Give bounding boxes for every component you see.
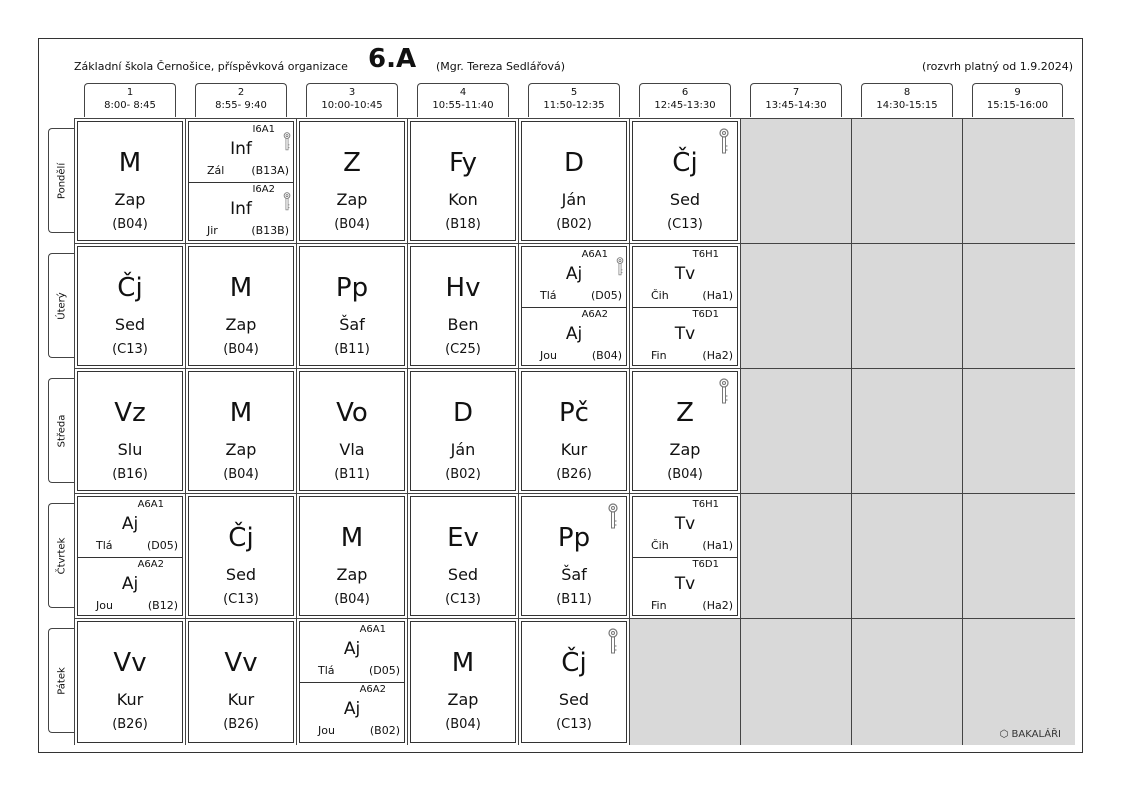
lesson-cell[interactable] xyxy=(408,369,519,494)
lesson-room: (Ha2) xyxy=(702,349,733,362)
lesson-box xyxy=(632,496,738,616)
period-time: 8:55- 9:40 xyxy=(215,100,267,111)
lesson-subject: Aj xyxy=(565,324,583,344)
group-lesson xyxy=(300,682,404,742)
group-code: A6A1 xyxy=(359,624,386,635)
lesson-teacher: Fin xyxy=(651,349,667,362)
group-code: A6A1 xyxy=(581,249,608,260)
lesson-subject: Aj xyxy=(343,639,361,659)
period-number: 5 xyxy=(570,87,578,98)
bakalari-logo xyxy=(1000,729,1061,740)
lesson-subject: Čj xyxy=(228,523,254,553)
lesson-teacher: Sed xyxy=(225,565,257,584)
empty-cell xyxy=(741,244,852,369)
lesson-cell[interactable] xyxy=(75,119,186,244)
lesson-subject: Tv xyxy=(674,264,696,284)
timetable-grid xyxy=(74,118,1074,745)
empty-cell xyxy=(852,369,963,494)
lesson-room: (B16) xyxy=(112,467,148,482)
lesson-teacher: Zap xyxy=(447,690,479,709)
empty-cell xyxy=(630,619,741,745)
period-header xyxy=(750,83,842,117)
lesson-subject: Inf xyxy=(230,199,252,219)
group-lesson xyxy=(189,122,293,183)
lesson-room: (D05) xyxy=(146,539,178,552)
lesson-room: (C13) xyxy=(556,717,592,732)
lesson-box xyxy=(299,371,405,491)
lesson-subject: Aj xyxy=(121,514,139,534)
lesson-cell[interactable] xyxy=(297,494,408,619)
lesson-teacher: Jou xyxy=(318,724,335,737)
empty-cell xyxy=(852,119,963,244)
lesson-cell[interactable] xyxy=(408,619,519,745)
validity-note: (rozvrh platný od 1.9.2024) xyxy=(922,60,1073,73)
lesson-subject: Čj xyxy=(561,648,587,678)
group-lesson xyxy=(78,557,182,617)
lesson-room: (B26) xyxy=(556,467,592,482)
key-icon xyxy=(608,628,618,656)
lesson-subject: Tv xyxy=(674,574,696,594)
period-time: 8:00- 8:45 xyxy=(104,100,156,111)
lesson-room: (B04) xyxy=(112,217,148,232)
lesson-subject: Aj xyxy=(565,264,583,284)
group-lesson xyxy=(522,307,626,367)
lesson-subject: D xyxy=(452,398,474,428)
empty-cell xyxy=(741,369,852,494)
lesson-room: (B11) xyxy=(556,592,592,607)
lesson-room: (C25) xyxy=(445,342,481,357)
day-name: Úterý xyxy=(56,291,68,320)
lesson-teacher: Tlá xyxy=(96,539,113,552)
lesson-room: (Ha1) xyxy=(702,289,733,302)
lesson-room: (B02) xyxy=(369,724,400,737)
lesson-cell[interactable] xyxy=(408,494,519,619)
lesson-teacher: Sed xyxy=(558,690,590,709)
period-header xyxy=(84,83,176,117)
lesson-room: (B26) xyxy=(223,717,259,732)
lesson-subject: M xyxy=(451,648,475,678)
lesson-room: (D05) xyxy=(590,289,622,302)
lesson-room: (B11) xyxy=(334,467,370,482)
period-number: 6 xyxy=(681,87,689,98)
lesson-box xyxy=(410,121,516,241)
lesson-subject: Vo xyxy=(336,398,368,428)
lesson-subject: D xyxy=(563,148,585,178)
lesson-box xyxy=(521,121,627,241)
lesson-subject: Tv xyxy=(674,324,696,344)
lesson-box xyxy=(521,246,627,366)
lesson-room: (C13) xyxy=(112,342,148,357)
lesson-cell[interactable] xyxy=(297,369,408,494)
day-label-tab xyxy=(48,253,75,358)
empty-cell xyxy=(963,119,1075,244)
period-number: 1 xyxy=(126,87,134,98)
lesson-box xyxy=(521,496,627,616)
lesson-cell[interactable] xyxy=(408,244,519,369)
day-name: Pondělí xyxy=(56,162,68,199)
lesson-room: (B04) xyxy=(591,349,622,362)
lesson-box xyxy=(410,621,516,743)
day-label-tab xyxy=(48,378,75,483)
lesson-subject: M xyxy=(340,523,364,553)
lesson-subject: Pp xyxy=(335,273,369,303)
empty-cell xyxy=(852,494,963,619)
empty-cell xyxy=(741,119,852,244)
period-number: 4 xyxy=(459,87,467,98)
lesson-teacher: Ján xyxy=(450,440,476,459)
empty-cell xyxy=(852,244,963,369)
group-code: T6H1 xyxy=(692,249,719,260)
empty-cell xyxy=(963,244,1075,369)
lesson-cell[interactable] xyxy=(519,119,630,244)
period-time: 11:50-12:35 xyxy=(543,100,605,111)
lesson-box xyxy=(299,246,405,366)
empty-cell xyxy=(741,494,852,619)
group-code: A6A2 xyxy=(581,309,608,320)
lesson-teacher: Fin xyxy=(651,599,667,612)
group-code: T6H1 xyxy=(692,499,719,510)
lesson-room: (B04) xyxy=(334,217,370,232)
brand-label: BAKALÁŘI xyxy=(1011,729,1061,740)
lesson-cell[interactable] xyxy=(630,119,741,244)
group-code: I6A1 xyxy=(252,124,275,135)
lesson-box xyxy=(410,246,516,366)
lesson-cell[interactable] xyxy=(75,494,186,619)
empty-cell xyxy=(963,619,1075,745)
lesson-teacher: Zap xyxy=(336,565,368,584)
lesson-box xyxy=(77,121,183,241)
lesson-teacher: Šaf xyxy=(339,315,365,334)
lesson-box xyxy=(299,121,405,241)
lesson-box xyxy=(77,371,183,491)
lesson-cell[interactable] xyxy=(186,494,297,619)
lesson-teacher: Šaf xyxy=(561,565,587,584)
lesson-subject: Pč xyxy=(559,398,589,428)
lesson-subject: Z xyxy=(343,148,361,178)
lesson-cell[interactable] xyxy=(630,369,741,494)
lesson-box xyxy=(632,121,738,241)
key-icon xyxy=(719,128,729,156)
lesson-teacher: Sed xyxy=(669,190,701,209)
lesson-room: (B13B) xyxy=(251,224,289,237)
lesson-teacher: Zap xyxy=(336,190,368,209)
period-header xyxy=(306,83,398,117)
group-lesson xyxy=(189,182,293,242)
period-number: 3 xyxy=(348,87,356,98)
lesson-cell[interactable] xyxy=(75,369,186,494)
period-time: 15:15-16:00 xyxy=(986,100,1049,111)
group-code: A6A2 xyxy=(359,684,386,695)
lesson-box xyxy=(188,496,294,616)
lesson-room: (B04) xyxy=(445,717,481,732)
lesson-subject: M xyxy=(118,148,142,178)
period-header xyxy=(639,83,731,117)
lesson-subject: M xyxy=(229,398,253,428)
day-name: Středa xyxy=(56,414,68,447)
lesson-teacher: Kur xyxy=(116,690,144,709)
period-header xyxy=(972,83,1063,117)
period-time: 14:30-15:15 xyxy=(876,100,938,111)
lesson-room: (B13A) xyxy=(251,164,289,177)
lesson-box xyxy=(521,371,627,491)
lesson-cell[interactable] xyxy=(297,619,408,745)
lesson-room: (B02) xyxy=(556,217,592,232)
period-number: 7 xyxy=(792,87,800,98)
lesson-subject: Z xyxy=(676,398,694,428)
lesson-room: (C13) xyxy=(223,592,259,607)
lesson-cell[interactable] xyxy=(186,119,297,244)
lesson-cell[interactable] xyxy=(186,619,297,745)
day-name: Pátek xyxy=(56,666,68,695)
lesson-subject: Tv xyxy=(674,514,696,534)
lesson-cell[interactable] xyxy=(630,494,741,619)
period-time: 13:45-14:30 xyxy=(765,100,827,111)
lesson-teacher: Ben xyxy=(447,315,479,334)
class-name: 6.A xyxy=(368,44,417,74)
period-number: 9 xyxy=(1014,87,1021,98)
lesson-box xyxy=(632,246,738,366)
lesson-cell[interactable] xyxy=(630,244,741,369)
lesson-cell[interactable] xyxy=(186,369,297,494)
lesson-room: (B02) xyxy=(445,467,481,482)
lesson-box xyxy=(410,371,516,491)
lesson-cell[interactable] xyxy=(519,619,630,745)
period-header xyxy=(417,83,509,117)
lesson-teacher: Jou xyxy=(96,599,113,612)
empty-cell xyxy=(741,619,852,745)
period-time: 10:55-11:40 xyxy=(432,100,494,111)
day-label-tab xyxy=(48,628,75,733)
period-header xyxy=(861,83,953,117)
lesson-subject: Aj xyxy=(343,699,361,719)
group-lesson xyxy=(633,307,737,367)
lesson-teacher: Zap xyxy=(669,440,701,459)
period-header xyxy=(528,83,620,117)
group-code: A6A1 xyxy=(137,499,164,510)
lesson-subject: Vv xyxy=(113,648,147,678)
key-icon xyxy=(719,378,729,406)
lesson-room: (Ha2) xyxy=(702,599,733,612)
lesson-room: (B18) xyxy=(445,217,481,232)
lesson-box xyxy=(299,621,405,743)
lesson-room: (Ha1) xyxy=(702,539,733,552)
lesson-cell[interactable] xyxy=(408,119,519,244)
group-lesson xyxy=(633,557,737,617)
lesson-teacher: Čih xyxy=(651,539,669,552)
lesson-subject: Hv xyxy=(445,273,481,303)
class-teacher: (Mgr. Tereza Sedlářová) xyxy=(436,60,566,73)
group-lesson xyxy=(78,497,182,558)
lesson-room: (D05) xyxy=(368,664,400,677)
lesson-box xyxy=(188,621,294,743)
lesson-teacher: Čih xyxy=(651,289,669,302)
lesson-cell[interactable] xyxy=(519,369,630,494)
lesson-cell[interactable] xyxy=(186,244,297,369)
lesson-subject: Vz xyxy=(114,398,146,428)
group-code: I6A2 xyxy=(252,184,275,195)
lesson-subject: Čj xyxy=(672,148,698,178)
lesson-cell[interactable] xyxy=(519,244,630,369)
empty-cell xyxy=(852,619,963,745)
school-name: Základní škola Černošice, příspěvková organizace xyxy=(74,60,348,73)
lesson-subject: Čj xyxy=(117,273,143,303)
lesson-teacher: Ján xyxy=(561,190,587,209)
lesson-box xyxy=(521,621,627,743)
lesson-room: (B12) xyxy=(147,599,178,612)
lesson-teacher: Zap xyxy=(225,315,257,334)
period-number: 8 xyxy=(903,87,911,98)
group-lesson xyxy=(633,247,737,308)
lesson-subject: Inf xyxy=(230,139,252,159)
lesson-teacher: Jou xyxy=(540,349,557,362)
lesson-subject: Ev xyxy=(447,523,479,553)
period-time: 12:45-13:30 xyxy=(654,100,716,111)
lesson-box xyxy=(299,496,405,616)
lesson-box xyxy=(188,246,294,366)
lesson-cell[interactable] xyxy=(519,494,630,619)
key-icon xyxy=(283,192,291,212)
period-number: 2 xyxy=(237,87,245,98)
lesson-room: (B04) xyxy=(667,467,703,482)
period-time: 10:00-10:45 xyxy=(321,100,383,111)
lesson-room: (C13) xyxy=(667,217,703,232)
key-icon xyxy=(616,257,624,277)
lesson-subject: Pp xyxy=(557,523,591,553)
lesson-cell[interactable] xyxy=(75,244,186,369)
lesson-teacher: Kur xyxy=(560,440,588,459)
lesson-teacher: Zál xyxy=(207,164,225,177)
lesson-box xyxy=(77,246,183,366)
lesson-teacher: Kur xyxy=(227,690,255,709)
lesson-room: (B04) xyxy=(334,592,370,607)
lesson-box xyxy=(188,371,294,491)
lesson-teacher: Sed xyxy=(114,315,146,334)
lesson-room: (C13) xyxy=(445,592,481,607)
lesson-box xyxy=(77,621,183,743)
lesson-teacher: Zap xyxy=(114,190,146,209)
group-code: T6D1 xyxy=(692,559,719,570)
lesson-subject: Vv xyxy=(224,648,258,678)
group-lesson xyxy=(300,622,404,683)
lesson-room: (B11) xyxy=(334,342,370,357)
lesson-room: (B26) xyxy=(112,717,148,732)
lesson-box xyxy=(410,496,516,616)
group-code: A6A2 xyxy=(137,559,164,570)
lesson-subject: Fy xyxy=(449,148,477,178)
key-icon xyxy=(283,132,291,152)
lesson-teacher: Vla xyxy=(339,440,365,459)
lesson-teacher: Jir xyxy=(207,224,218,237)
group-code: T6D1 xyxy=(692,309,719,320)
empty-cell xyxy=(963,369,1075,494)
day-label-tab xyxy=(48,128,75,233)
lesson-subject: Aj xyxy=(121,574,139,594)
lesson-cell[interactable] xyxy=(297,244,408,369)
lesson-box xyxy=(188,121,294,241)
day-label-tab xyxy=(48,503,75,608)
empty-cell xyxy=(963,494,1075,619)
lesson-room: (B04) xyxy=(223,467,259,482)
bakalari-logo-icon: ⬡ xyxy=(999,729,1009,740)
lesson-cell[interactable] xyxy=(297,119,408,244)
group-lesson xyxy=(633,497,737,558)
group-lesson xyxy=(522,247,626,308)
lesson-box xyxy=(632,371,738,491)
lesson-subject: M xyxy=(229,273,253,303)
key-icon xyxy=(608,503,618,531)
lesson-room: (B04) xyxy=(223,342,259,357)
lesson-teacher: Tlá xyxy=(318,664,335,677)
lesson-teacher: Zap xyxy=(225,440,257,459)
lesson-teacher: Slu xyxy=(117,440,143,459)
lesson-cell[interactable] xyxy=(75,619,186,745)
day-name: Čtvrtek xyxy=(56,537,68,574)
period-header xyxy=(195,83,287,117)
lesson-box xyxy=(77,496,183,616)
lesson-teacher: Sed xyxy=(447,565,479,584)
lesson-teacher: Tlá xyxy=(540,289,557,302)
lesson-teacher: Kon xyxy=(448,190,478,209)
